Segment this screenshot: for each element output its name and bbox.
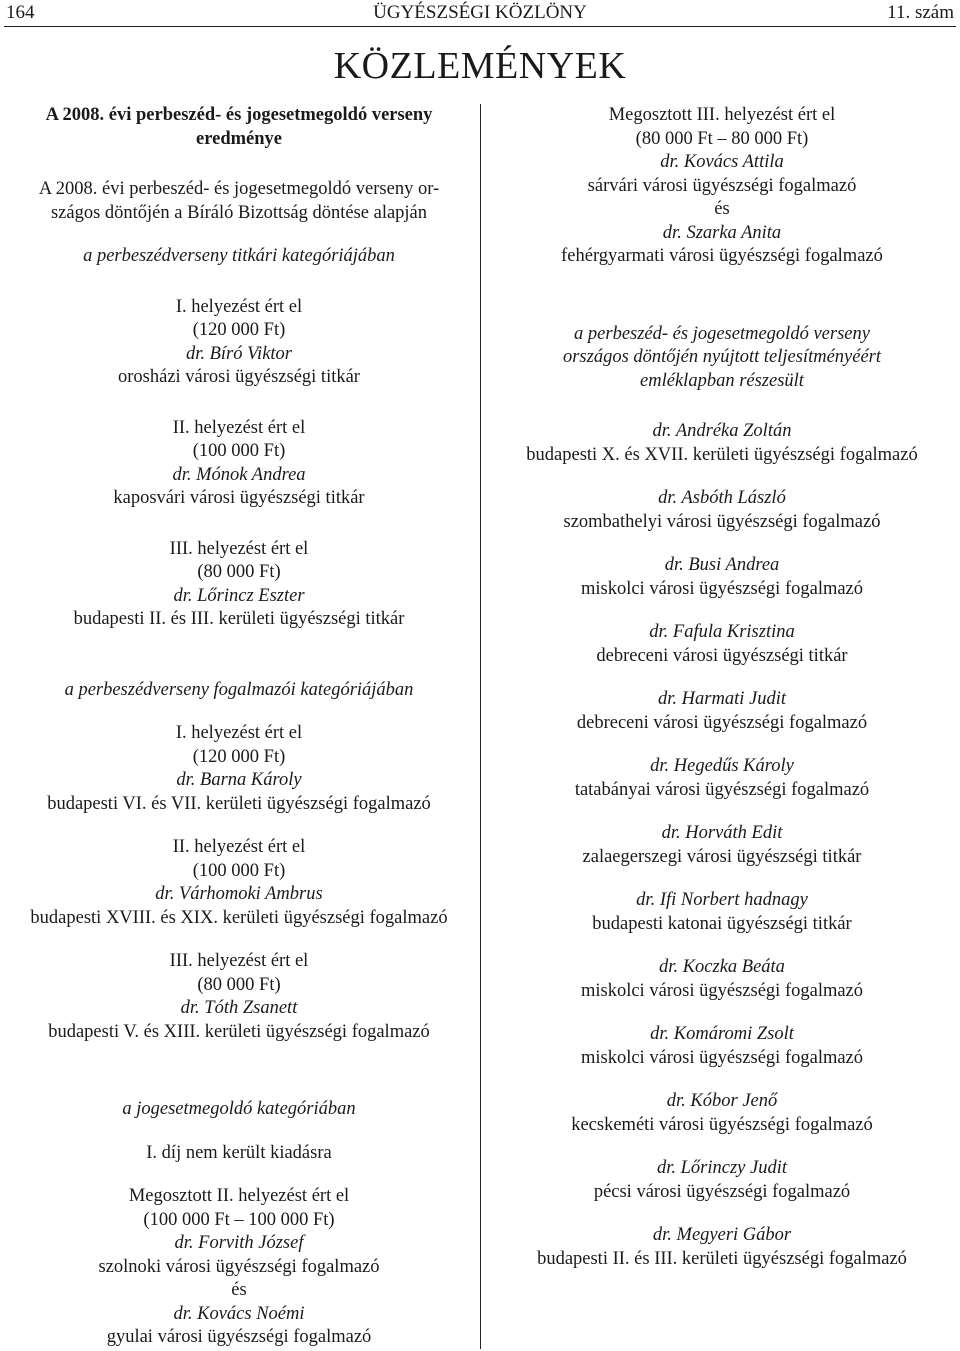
recipient-name: dr. Busi Andrea — [664, 555, 780, 575]
category-heading: a perbeszédverseny titkári kategóriájában — [83, 246, 395, 266]
placement: II. helyezést ért el — [172, 837, 306, 857]
placement: III. helyezést ért el — [169, 951, 309, 971]
winner-name: dr. Kovács Noémi — [173, 1303, 305, 1324]
recipient-role: miskolci városi ügyészségi fogalmazó — [580, 980, 864, 1001]
winner-name: dr. Várhomoki Ambrus — [155, 884, 323, 904]
recipient-role: pécsi városi ügyészségi fogalmazó — [593, 1181, 851, 1202]
recipient-name: dr. Kóbor Jenő — [666, 1091, 778, 1111]
journal-title: ÜGYÉSZSÉGI KÖZLÖNY — [373, 2, 587, 23]
winner-name: dr. Forvith József — [174, 1233, 304, 1253]
placement: I. helyezést ért el — [175, 723, 303, 743]
header-rule — [4, 26, 956, 27]
certificate-heading: a perbeszéd- és jogesetmegoldó verseny — [574, 323, 870, 344]
placement: I. helyezést ért el — [175, 296, 303, 317]
placement: II. helyezést ért el — [172, 417, 306, 438]
recipient-role: miskolci városi ügyészségi fogalmazó — [580, 1047, 864, 1068]
recipient-role: budapesti X. és XVII. kerületi ügyészségi fogalmazó — [526, 444, 918, 465]
category-heading: a jogesetmegoldó kategóriában — [122, 1099, 356, 1119]
section-title: KÖZLEMÉNYEK — [333, 45, 627, 87]
article-heading: A 2008. évi perbeszéd- és jogesetmegoldó verseny — [45, 105, 433, 125]
recipient-name: dr. Koczka Beáta — [659, 957, 785, 977]
no-award-note: I. díj nem került kiadásra — [146, 1142, 332, 1163]
issue-number: 11. szám — [887, 2, 954, 23]
recipient-role: miskolci városi ügyészségi fogalmazó — [580, 578, 864, 599]
winner-role: gyulai városi ügyészségi fogalmazó — [106, 1327, 372, 1347]
column-divider — [480, 104, 481, 1349]
recipient-name: dr. Harmati Judit — [658, 689, 786, 709]
recipient-name: dr. Asbóth László — [658, 488, 786, 508]
intro-line: szágos döntőjén a Bíráló Bizottság döntése alapján — [50, 202, 428, 223]
recipient-role: debreceni városi ügyészségi titkár — [596, 645, 848, 666]
prize: (100 000 Ft – 100 000 Ft) — [143, 1209, 335, 1230]
winner-role: budapesti VI. és VII. kerületi ügyészségi fogalmazó — [47, 793, 431, 814]
left-column — [0, 104, 478, 1350]
recipient-name: dr. Hegedűs Károly — [650, 756, 794, 776]
winner-role: szolnoki városi ügyészségi fogalmazó — [98, 1256, 380, 1277]
placement: III. helyezést ért el — [169, 538, 309, 559]
prize: (100 000 Ft) — [192, 860, 286, 881]
placement: Megosztott III. helyezést ért el — [608, 105, 836, 125]
winner-role: budapesti XVIII. és XIX. kerületi ügyészségi fogalmazó — [30, 907, 448, 928]
prize: (100 000 Ft) — [192, 441, 286, 461]
recipient-name: dr. Lőrinczy Judit — [656, 1158, 787, 1178]
winner-name: dr. Kovács Attila — [660, 152, 784, 172]
category-heading: a perbeszédverseny fogalmazói kategóriájában — [64, 679, 414, 700]
page-header — [0, 0, 960, 26]
recipient-name: dr. Fafula Krisztina — [649, 622, 795, 642]
recipient-role: budapesti II. és III. kerületi ügyészségi fogalmazó — [537, 1248, 907, 1269]
winner-name: dr. Tóth Zsanett — [180, 998, 298, 1018]
winner-role: budapesti V. és XIII. kerületi ügyészségi fogalmazó — [48, 1021, 430, 1042]
prize: (80 000 Ft) — [197, 562, 281, 582]
certificate-heading: emléklapban részesült — [640, 370, 804, 391]
winner-name: dr. Mónok Andrea — [172, 464, 306, 485]
recipient-role: tatabányai városi ügyészségi fogalmazó — [574, 779, 870, 800]
winner-name: dr. Barna Károly — [176, 770, 302, 790]
recipient-name: dr. Komáromi Zsolt — [650, 1024, 794, 1044]
certificate-recipients — [484, 420, 960, 1271]
winner-role: budapesti II. és III. kerületi ügyészségi titkár — [73, 609, 405, 629]
recipient-role: debreceni városi ügyészségi fogalmazó — [576, 712, 868, 733]
conjunction: és — [714, 199, 730, 219]
intro-line: A 2008. évi perbeszéd- és jogesetmegoldó verseny or- — [38, 179, 440, 199]
winner-role: orosházi városi ügyészségi titkár — [118, 367, 360, 387]
article-heading-2: eredménye — [196, 128, 282, 149]
recipient-name: dr. Megyeri Gábor — [652, 1225, 792, 1245]
prize: (80 000 Ft) — [197, 974, 281, 995]
right-column — [484, 104, 960, 1271]
recipient-role: budapesti katonai ügyészségi titkár — [592, 913, 852, 934]
placement: Megosztott II. helyezést ért el — [128, 1186, 350, 1206]
recipient-name: dr. Horváth Edit — [661, 823, 783, 843]
recipient-name: dr. Ifi Norbert hadnagy — [636, 890, 808, 910]
winner-name: dr. Szarka Anita — [662, 222, 782, 243]
winner-role: kaposvári városi ügyészségi titkár — [113, 488, 365, 508]
page-number: 164 — [6, 2, 35, 23]
prize: (120 000 Ft) — [192, 320, 286, 340]
recipient-role: szombathelyi városi ügyészségi fogalmazó — [563, 511, 881, 532]
recipient-role: zalaegerszegi városi ügyészségi titkár — [582, 846, 862, 867]
recipient-name: dr. Andréka Zoltán — [652, 421, 792, 441]
winner-role: sárvári városi ügyészségi fogalmazó — [587, 175, 857, 196]
winner-name: dr. Bíró Viktor — [185, 343, 293, 364]
winner-name: dr. Lőrincz Eszter — [173, 585, 305, 606]
winner-role: fehérgyarmati városi ügyészségi fogalmazó — [561, 246, 883, 266]
conjunction: és — [231, 1280, 247, 1300]
prize: (80 000 Ft – 80 000 Ft) — [635, 128, 809, 149]
prize: (120 000 Ft) — [192, 746, 286, 767]
recipient-role: kecskeméti városi ügyészségi fogalmazó — [571, 1114, 873, 1135]
certificate-heading: országos döntőjén nyújtott teljesítményéért — [562, 347, 882, 367]
